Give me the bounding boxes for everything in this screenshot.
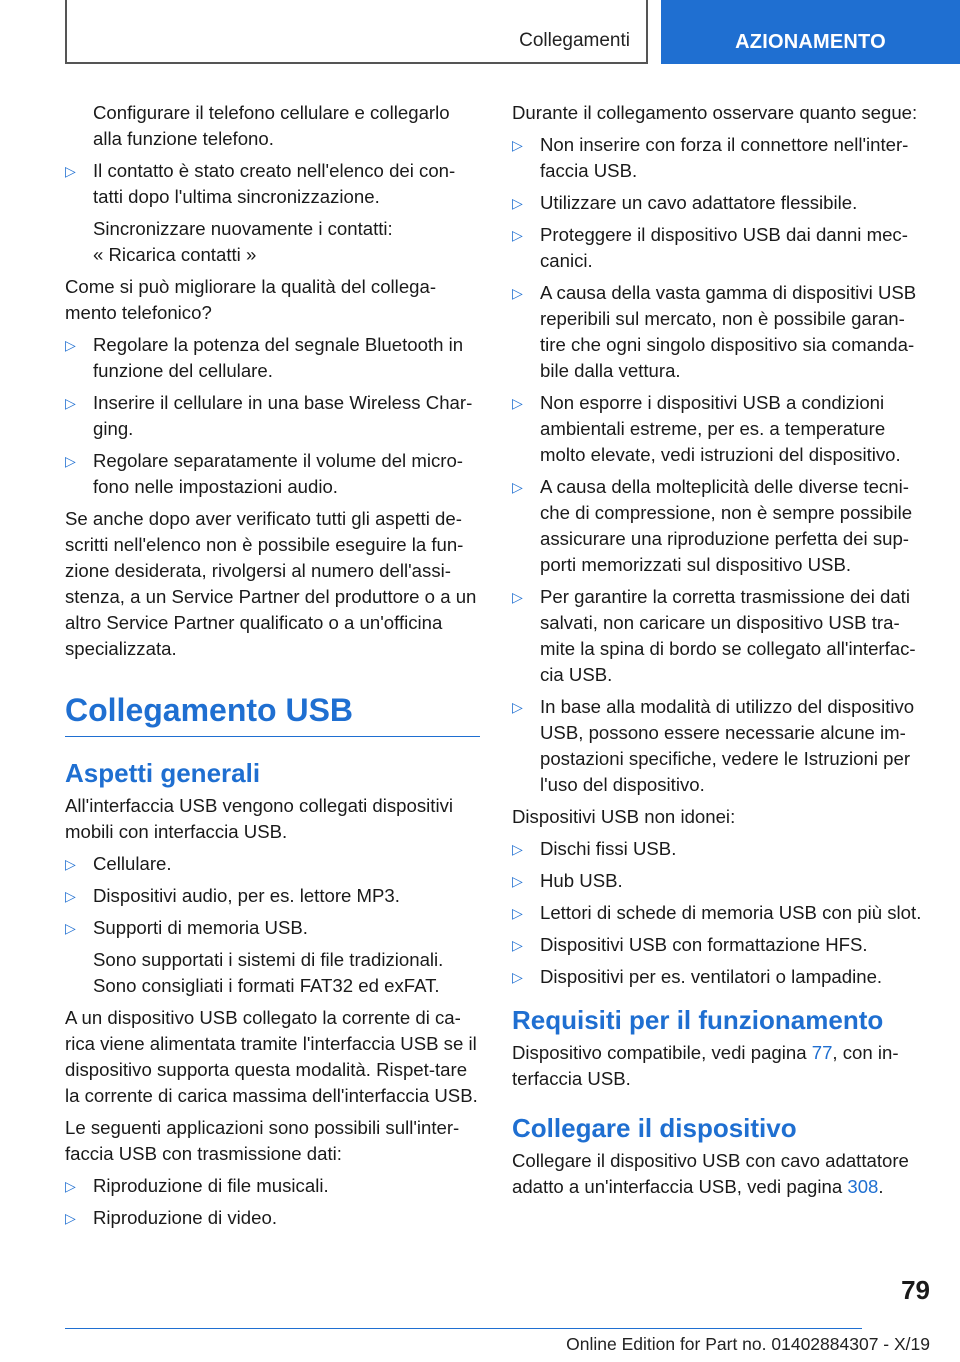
paragraph: A un dispositivo USB collegato la corrente di ca-rica viene alimentata tramite l'interfaccia USB se il dispositivo supporta questa modalità. Rispet-tare la corrente di carica massima dell'interfaccia USB. — [65, 1007, 478, 1106]
footer-divider — [65, 1328, 862, 1329]
paragraph: « Ricarica contatti » — [93, 244, 257, 265]
list-item: ▷ Riproduzione di file musicali. — [65, 1173, 480, 1199]
footer-edition: Online Edition for Part no. 01402884307 - X/19 — [566, 1334, 930, 1354]
list-item: ▷ Dischi fissi USB. — [512, 836, 928, 862]
list-item: ▷ Non inserire con forza il connettore nell'inter-faccia USB. — [512, 132, 928, 184]
subsection-heading: Collegare il dispositivo — [512, 1113, 797, 1143]
triangle-bullet-icon: ▷ — [512, 227, 523, 243]
header-section-title: Collegamenti — [519, 30, 630, 51]
triangle-bullet-icon: ▷ — [65, 888, 76, 904]
triangle-bullet-icon: ▷ — [512, 395, 523, 411]
list-item: ▷ Lettori di schede di memoria USB con più slot. — [512, 900, 928, 926]
triangle-bullet-icon: ▷ — [512, 937, 523, 953]
paragraph: Configurare il telefono cellulare e collegarlo alla funzione telefono. — [93, 102, 450, 149]
right-column — [512, 100, 928, 1206]
triangle-bullet-icon: ▷ — [512, 479, 523, 495]
triangle-bullet-icon: ▷ — [65, 163, 76, 179]
triangle-bullet-icon: ▷ — [512, 841, 523, 857]
list-item: ▷ Il contatto è stato creato nell'elenco dei con-tatti dopo l'ultima sincronizzazione. — [65, 158, 480, 210]
list-item: ▷ Riproduzione di video. — [65, 1205, 480, 1231]
section-heading: Collegamento USB — [65, 690, 480, 737]
triangle-bullet-icon: ▷ — [512, 285, 523, 301]
triangle-bullet-icon: ▷ — [65, 920, 76, 936]
list-item: ▷ Dispositivi per es. ventilatori o lampadine. — [512, 964, 928, 990]
list-item: ▷ Per garantire la corretta trasmissione dei dati salvati, non caricare un dispositivo USB tra-mite la spina di bordo se collegato all'interfac-cia USB. — [512, 584, 928, 688]
triangle-bullet-icon: ▷ — [512, 195, 523, 211]
page-number: 79 — [901, 1275, 930, 1305]
list-item: ▷ Regolare separatamente il volume del micro-fono nelle impostazioni audio. — [65, 448, 480, 500]
list-item: ▷ Supporti di memoria USB. — [65, 915, 480, 941]
left-column — [65, 100, 480, 1237]
list-item: ▷ A causa della molteplicità delle diverse tecni-che di compressione, non è sempre possibile assicurare una riproduzione perfetta dei sup-porti memorizzati sul dispositivo USB. — [512, 474, 928, 578]
list-item: ▷ Dispositivi USB con formattazione HFS. — [512, 932, 928, 958]
triangle-bullet-icon: ▷ — [65, 337, 76, 353]
triangle-bullet-icon: ▷ — [65, 395, 76, 411]
list-item: ▷ Hub USB. — [512, 868, 928, 894]
triangle-bullet-icon: ▷ — [512, 137, 523, 153]
header-chapter-tab: AZIONAMENTO — [661, 0, 960, 64]
triangle-bullet-icon: ▷ — [512, 873, 523, 889]
list-item: ▷ Proteggere il dispositivo USB dai danni mec-canici. — [512, 222, 928, 274]
paragraph: Le seguenti applicazioni sono possibili sull'inter-faccia USB con trasmissione dati: — [65, 1117, 460, 1164]
page-link-308[interactable]: 308 — [847, 1176, 879, 1197]
list-item: ▷ Utilizzare un cavo adattatore flessibile. — [512, 190, 928, 216]
triangle-bullet-icon: ▷ — [512, 699, 523, 715]
list-item: ▷ Inserire il cellulare in una base Wireless Char-ging. — [65, 390, 480, 442]
triangle-bullet-icon: ▷ — [65, 856, 76, 872]
paragraph: Collegare il dispositivo USB con cavo adattatore adatto a un'interfaccia USB, vedi pagina 308. — [512, 1150, 909, 1197]
triangle-bullet-icon: ▷ — [65, 1178, 76, 1194]
triangle-bullet-icon: ▷ — [65, 1210, 76, 1226]
list-item: ▷ Non esporre i dispositivi USB a condizioni ambientali estreme, per es. a temperature molto elevate, vedi istruzioni del dispositivo. — [512, 390, 928, 468]
list-item: ▷ A causa della vasta gamma di dispositivi USB reperibili sul mercato, non è possibile garan-tire che ogni singolo dispositivo sia comanda-bile dalla vettura. — [512, 280, 928, 384]
paragraph: Dispositivi USB non idonei: — [512, 806, 736, 827]
header-section-box — [65, 0, 648, 64]
triangle-bullet-icon: ▷ — [512, 589, 523, 605]
list-item: ▷ Dispositivi audio, per es. lettore MP3. — [65, 883, 480, 909]
paragraph: Dispositivo compatibile, vedi pagina 77, con in-terfaccia USB. — [512, 1042, 899, 1089]
subsection-heading: Aspetti generali — [65, 758, 261, 788]
triangle-bullet-icon: ▷ — [512, 969, 523, 985]
triangle-bullet-icon: ▷ — [512, 905, 523, 921]
paragraph: Sincronizzare nuovamente i contatti: — [93, 218, 393, 239]
paragraph: Se anche dopo aver verificato tutti gli aspetti de-scritti nell'elenco non è possibile eseguire la fun-zione desiderata, rivolgersi al numero dell'assi-stenza, a un Service Partner del produttore o a un altro Service Partner qualificato o a un'officina specializzata. — [65, 508, 477, 659]
list-item: ▷ Cellulare. — [65, 851, 480, 877]
subsection-heading: Requisiti per il funzionamento — [512, 1005, 884, 1035]
paragraph: Come si può migliorare la qualità del collega-mento telefonico? — [65, 276, 437, 323]
triangle-bullet-icon: ▷ — [65, 453, 76, 469]
list-item: ▷ Regolare la potenza del segnale Bluetooth in funzione del cellulare. — [65, 332, 480, 384]
paragraph: All'interfaccia USB vengono collegati dispositivi mobili con interfaccia USB. — [65, 795, 454, 842]
paragraph: Durante il collegamento osservare quanto segue: — [512, 102, 918, 123]
list-item: ▷ In base alla modalità di utilizzo del dispositivo USB, possono essere necessarie alcune im-postazioni specifiche, vedere le Istruzioni per l'uso del dispositivo. — [512, 694, 928, 798]
paragraph: Sono supportati i sistemi di file tradizionali. Sono consigliati i formati FAT32 ed exFAT. — [93, 949, 444, 996]
page-link-77[interactable]: 77 — [811, 1042, 833, 1063]
